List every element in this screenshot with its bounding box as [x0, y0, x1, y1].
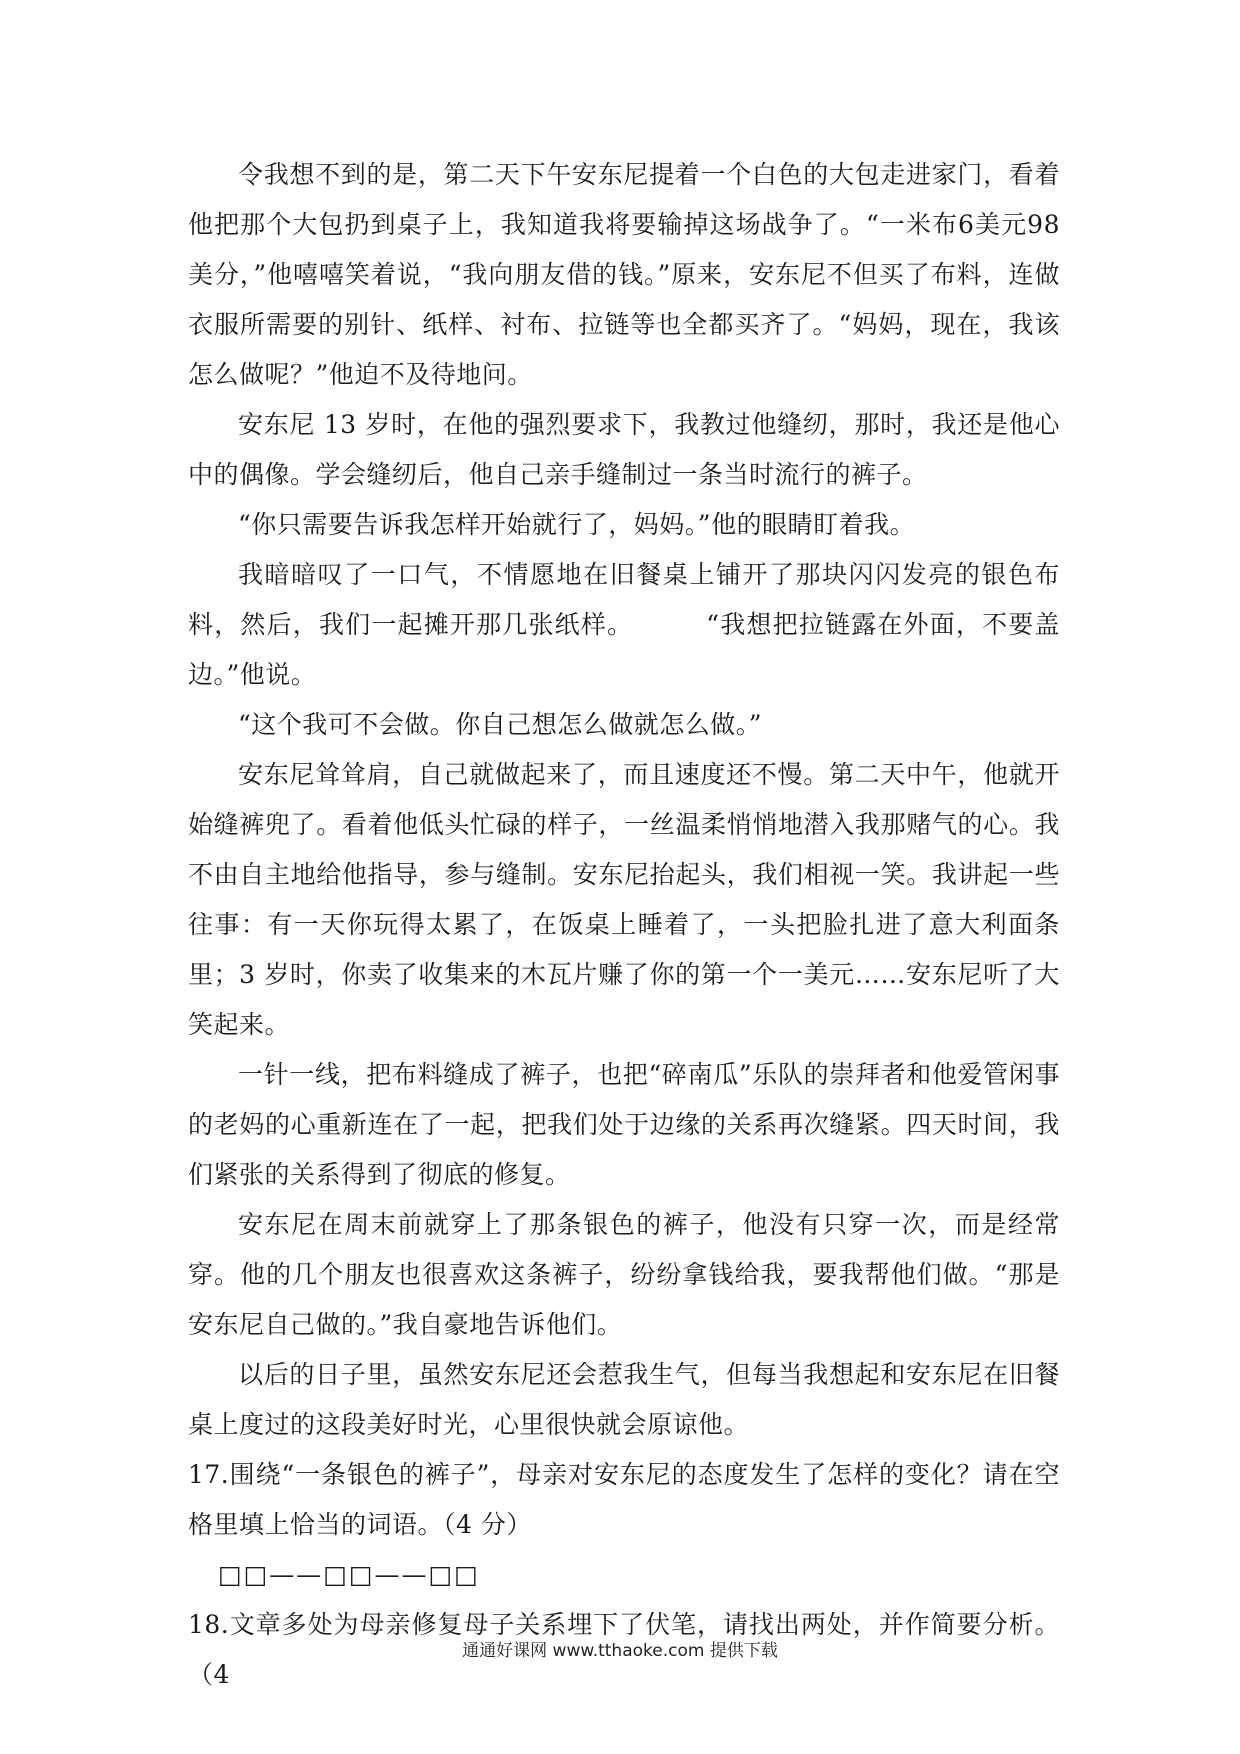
paragraph-3: “你只需要告诉我怎样开始就行了，妈妈。”他的眼睛盯着我。	[238, 510, 916, 539]
paragraph-5: “这个我可不会做。你自己想怎么做就怎么做。”	[238, 710, 763, 739]
question-18: 18.文章多处为母亲修复母子关系埋下了伏笔，请找出两处，并作简要分析。（4	[188, 1610, 1060, 1689]
question-17: 17.围绕“一条银色的裤子”，母亲对安东尼的态度发生了怎样的变化？请在空格里填上恰当的词语。（4 分）	[188, 1460, 1060, 1539]
article-body	[188, 150, 1060, 1700]
paragraph-1: 令我想不到的是，第二天下午安东尼提着一个白色的大包走进家门，看着他把那个大包扔到桌子上，我知道我将要输掉这场战争了。“一米布6美元98美分，”他嘻嘻笑着说，“我向朋友借的钱。”原来，安东尼不但买了布料，连做衣服所需要的别针、纸样、衬布、拉链等也全都买齐了。“妈妈，现在，我该怎么做呢？”他迫不及待地问。	[188, 160, 1060, 389]
paragraph-9: 以后的日子里，虽然安东尼还会惹我生气，但每当我想起和安东尼在旧餐桌上度过的这段美好时光，心里很快就会原谅他。	[188, 1360, 1060, 1439]
paragraph-8: 安东尼在周末前就穿上了那条银色的裤子，他没有只穿一次，而是经常穿。他的几个朋友也很喜欢这条裤子，纷纷拿钱给我，要我帮他们做。“那是安东尼自己做的。”我自豪地告诉他们。	[188, 1210, 1060, 1339]
page-footer: 通通好课网 www.tthaoke.com 提供下载	[462, 1641, 778, 1661]
question-17-answer-blanks: □□——□□——□□	[218, 1560, 480, 1589]
paragraph-2: 安东尼 13 岁时，在他的强烈要求下，我教过他缝纫，那时，我还是他心中的偶像。学会缝纫后，他自己亲手缝制过一条当时流行的裤子。	[188, 410, 1060, 489]
paragraph-4: 我暗暗叹了一口气，不情愿地在旧餐桌上铺开了那块闪闪发亮的银色布料，然后，我们一起摊开那几张纸样。 “我想把拉链露在外面，不要盖边。”他说。	[188, 560, 1060, 689]
paragraph-7: 一针一线，把布料缝成了裤子，也把“碎南瓜”乐队的崇拜者和他爱管闲事的老妈的心重新连在了一起，把我们处于边缘的关系再次缝紧。四天时间，我们紧张的关系得到了彻底的修复。	[188, 1060, 1060, 1189]
paragraph-6: 安东尼耸耸肩，自己就做起来了，而且速度还不慢。第二天中午，他就开始缝裤兜了。看着他低头忙碌的样子，一丝温柔悄悄地潜入我那赌气的心。我不由自主地给他指导，参与缝制。安东尼抬起头，我们相视一笑。我讲起一些往事：有一天你玩得太累了，在饭桌上睡着了，一头把脸扎进了意大利面条里；3 岁时，你卖了收集来的木瓦片赚了你的第一个一美元……安东尼听了大笑起来。	[188, 760, 1060, 1039]
